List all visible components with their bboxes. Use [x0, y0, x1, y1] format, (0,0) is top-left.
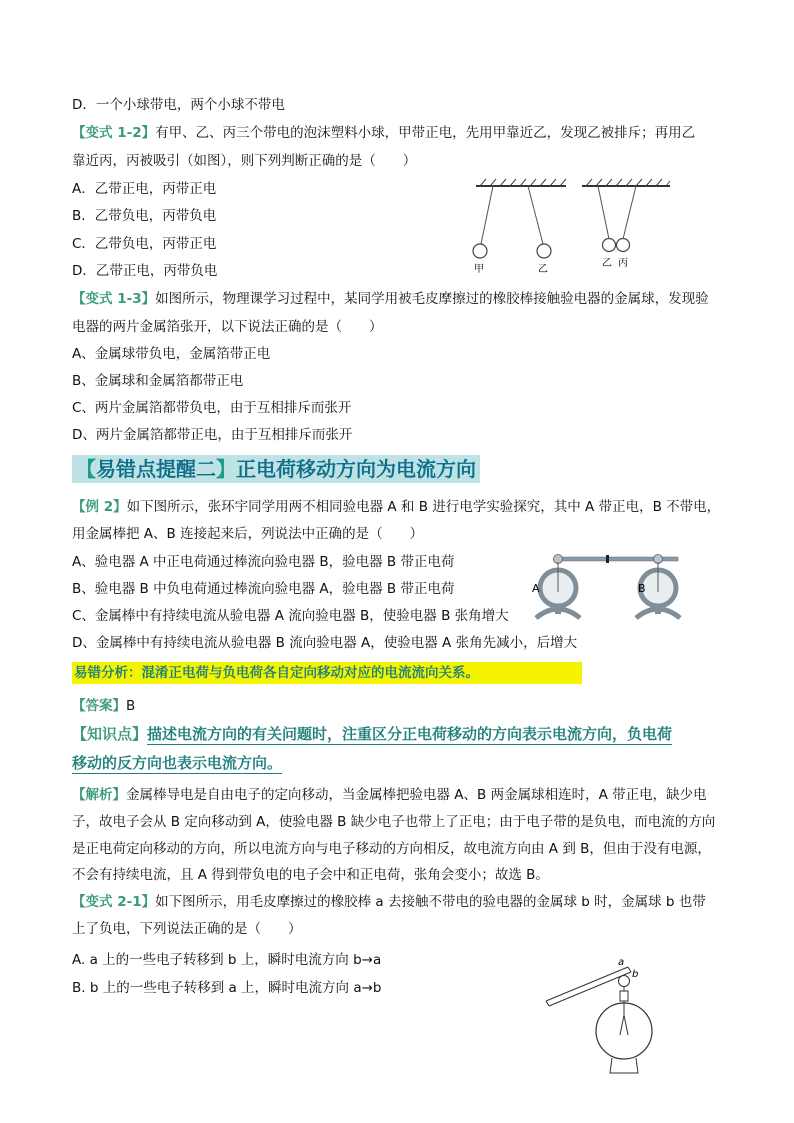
- ex2-stem-line1: 【例 2】如下图所示，张环宇同学用两不相同验电器 A 和 B 进行电学实验探究，其中 A 带正电，B 不带电，: [72, 499, 721, 515]
- label-electroscope-b: B: [638, 582, 646, 595]
- knowledge-tag: 【知识点】: [72, 725, 148, 743]
- label-jia: 甲: [474, 264, 484, 275]
- q1-option-d: D．一个小球带电，两个小球不带电: [72, 97, 285, 113]
- v13-option-a: A、金属球带负电，金属箔带正电: [72, 346, 271, 362]
- v12-stem-line2: 靠近丙，丙被吸引（如图），则下列判断正确的是（ ）: [72, 153, 417, 169]
- analysis-line1: 【解析】金属棒导电是自由电子的定向移动，当金属棒把验电器 A、B 两金属球相连时，A 带正电，缺少电: [72, 787, 707, 803]
- v12-option-b: B．乙带负电，丙带负电: [72, 208, 217, 224]
- ex2-option-c: C、金属棒中有持续电流从验电器 A 流向验电器 B，使验电器 B 张角增大: [72, 608, 509, 624]
- v21-option-a: A. a 上的一些电子转移到 b 上，瞬时电流方向 b→a: [72, 952, 382, 968]
- label-rod-a: a: [618, 957, 625, 968]
- analysis-line4: 不会有持续电流，且 A 得到带负电的电子会中和正电荷，张角会变小；故选 B。: [72, 867, 549, 883]
- v12-option-d: D．乙带正电，丙带负电: [72, 263, 218, 279]
- knowledge-line2: 移动的反方向也表示电流方向。: [72, 754, 283, 772]
- section-heading: 【易错点提醒二】正电荷移动方向为电流方向: [72, 455, 480, 483]
- v21-electroscope-figure: [540, 955, 670, 1080]
- label-yi-left: 乙: [538, 264, 548, 275]
- v12-pendulum-figure: [468, 176, 678, 276]
- v21-tag: 【变式 2-1】: [72, 894, 156, 910]
- v13-option-c: C、两片金属箔都带负电，由于互相排斥而张开: [72, 400, 352, 416]
- label-ball-b: b: [632, 969, 639, 980]
- v13-stem-line2: 电器的两片金属箔张开，以下说法正确的是（ ）: [72, 319, 383, 335]
- answer-tag: 【答案】: [72, 698, 126, 714]
- ex2-option-d: D、金属棒中有持续电流从验电器 B 流向验电器 A，使验电器 A 张角先减小，后增大: [72, 635, 578, 651]
- v21-option-b: B. b 上的一些电子转移到 a 上，瞬时电流方向 a→b: [72, 980, 382, 996]
- knowledge-line1: 【知识点】描述电流方向的有关问题时，注重区分正电荷移动的方向表示电流方向，负电荷: [72, 725, 673, 743]
- v13-option-b: B、金属球和金属箔都带正电: [72, 373, 244, 389]
- ex2-option-a: A、验电器 A 中正电荷通过棒流向验电器 B，验电器 B 带正电荷: [72, 554, 455, 570]
- error-analysis: 易错分析：混淆正电荷与负电荷各自定向移动对应的电流流向关系。: [72, 662, 582, 684]
- v13-option-d: D、两片金属箔都带正电，由于互相排斥而张开: [72, 427, 353, 443]
- label-yi-right: 乙: [602, 258, 612, 269]
- ex2-stem-line2: 用金属棒把 A、B 连接起来后，列说法中正确的是（ ）: [72, 526, 424, 542]
- ex2-tag: 【例 2】: [72, 499, 127, 515]
- v13-stem-line1: 【变式 1-3】如图所示，物理课学习过程中，某同学用被毛皮摩擦过的橡胶棒接触验电器的金属球，发现验: [72, 291, 709, 307]
- answer-value: B: [126, 698, 136, 714]
- analysis-line2: 子，故电子会从 B 定向移动到 A，使验电器 B 缺少电子也带上了正电；由于电子带的是负电，而电流的方向: [72, 814, 716, 830]
- answer-line: [72, 697, 135, 715]
- v21-stem-line1: 【变式 2-1】如下图所示，用毛皮摩擦过的橡胶棒 a 去接触不带电的验电器的金属球 b 时，金属球 b 也带: [72, 894, 706, 910]
- v12-tag: 【变式 1-2】: [72, 125, 156, 141]
- analysis-line3: 是正电荷定向移动的方向，所以电流方向与电子移动的方向相反，故电流方向由 A 到 B，但由于没有电源，: [72, 841, 711, 857]
- v13-tag: 【变式 1-3】: [72, 291, 156, 307]
- v12-option-a: A．乙带正电，丙带正电: [72, 181, 217, 197]
- ex2-option-b: B、验电器 B 中负电荷通过棒流向验电器 A，验电器 B 带正电荷: [72, 581, 455, 597]
- label-bing: 丙: [618, 258, 628, 269]
- label-electroscope-a: A: [532, 582, 540, 595]
- v12-stem-line1: 【变式 1-2】有甲、乙、丙三个带电的泡沫塑料小球，甲带正电，先用甲靠近乙，发现乙被排斥；再用乙: [72, 125, 696, 141]
- analysis-tag: 【解析】: [72, 787, 126, 803]
- v12-option-c: C．乙带负电，丙带正电: [72, 236, 217, 252]
- v21-stem-line2: 上了负电，下列说法正确的是（ ）: [72, 921, 302, 937]
- ex2-electroscopes-figure: [528, 548, 688, 628]
